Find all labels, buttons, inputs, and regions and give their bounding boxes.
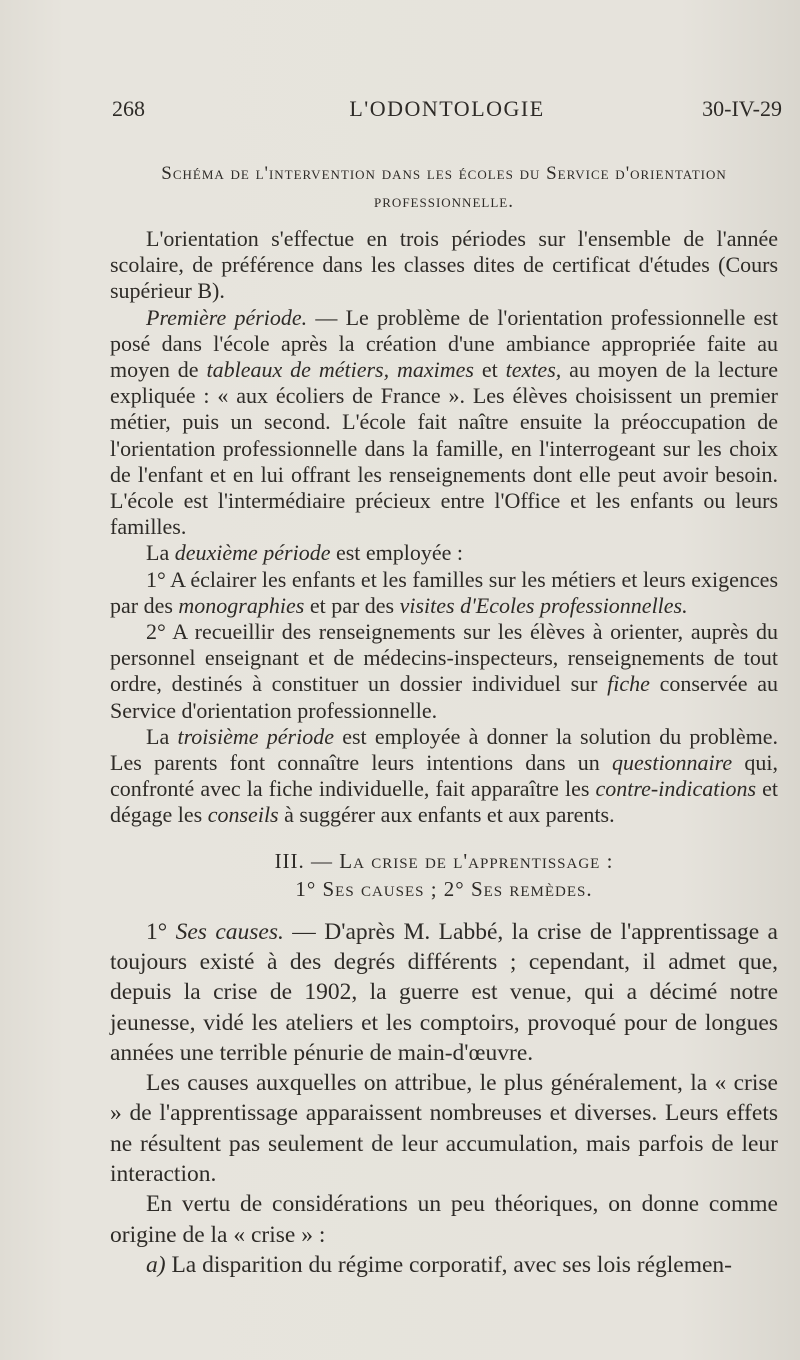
first-period-label: Première période. <box>146 304 308 330</box>
theoretical-origin-paragraph: En vertu de considérations un peu théoriques, on donne comme origine de la « crise » : <box>110 1191 778 1248</box>
section-heading-line2: 1° Ses causes ; 2° Ses remèdes. <box>295 876 593 901</box>
page-body <box>110 160 778 1280</box>
schema-heading-line1: Schéma de l'intervention dans les écoles du Service d'orientation <box>161 163 727 184</box>
second-period-item-1: 1° A éclairer les enfants et les familles sur les métiers et leurs exigences par des monographies et par des visites d'Ecoles professionnelles. <box>110 566 778 618</box>
causes-section <box>110 917 778 1281</box>
causes-attributed-paragraph: Les causes auxquelles on attribue, le plus généralement, la « crise » de l'apprentissage apparaissent nombreuses et diverses. Leurs effets ne résultent pas seulement de leur accumulation, mais parfois de leur interaction. <box>110 1070 778 1188</box>
schema-heading-line2: professionnelle. <box>374 191 514 212</box>
journal-title: L'ODONTOLOGIE <box>349 96 545 121</box>
second-period-label: deuxième période <box>174 540 331 566</box>
section-heading <box>110 847 778 903</box>
section-heading-line1: III. — La crise de l'apprentissage : <box>274 848 614 873</box>
second-period-item-2: 2° A recueillir des renseignements sur les élèves à orienter, auprès du personnel enseignant et de médecins-inspecteurs, renseignements de tout ordre, destinés à constituer un dossier individuel sur fiche conservée au Service d'orientation professionnelle. <box>110 619 778 723</box>
cause-a-label: a) <box>146 1251 166 1278</box>
schema-heading <box>110 160 778 216</box>
causes-title: Ses causes. <box>175 918 284 945</box>
first-period-paragraph: Première période. — Le problème de l'orientation professionnelle est posé dans l'école après la création d'une ambiance appropriée faite au moyen de tableaux de métiers, maximes et textes, au moyen de la lecture expliquée : « aux écoliers de France ». Les élèves choisissent un premier métier, puis un second. L'école fait naître ensuite la préoccupation de l'orientation professionnelle dans la famille, en l'interrogeant sur les choix de l'enfant et en lui offrant les renseignements dont elle peut avoir besoin. L'école est l'intermédiaire précieux entre l'Office et les enfants ou leurs familles. <box>110 304 778 540</box>
running-header <box>112 96 782 128</box>
third-period-paragraph: La troisième période est employée à donner la solution du problème. Les parents font connaître leurs intentions dans un questionnaire qui, confronté avec la fiche individuelle, fait apparaître les contre-indications et dégage les conseils à suggérer aux enfants et aux parents. <box>110 723 779 828</box>
page-number: 268 <box>112 96 145 121</box>
second-period-paragraph: La deuxième période est employée : <box>146 540 464 566</box>
causes-paragraph: 1° Ses causes. — D'après M. Labbé, la crise de l'apprentissage a toujours existé à des degrés différents ; cependant, il admet que, depuis la crise de 1902, la guerre est venue, qui a décimé notre jeunesse, vidé les ateliers et les comptoirs, provoqué pour de longues années une terrible pénurie de main-d'œuvre. <box>110 918 778 1066</box>
third-period-label: troisième période <box>177 723 334 749</box>
cause-a-paragraph: a) La disparition du régime corporatif, avec ses lois réglemen- <box>146 1251 732 1278</box>
issue-date: 30-IV-29 <box>702 96 782 121</box>
intro-paragraph: L'orientation s'effectue en trois périodes sur l'ensemble de l'année scolaire, de préférence dans les classes dites de certificat d'études (Cours supérieur B). <box>110 226 778 304</box>
